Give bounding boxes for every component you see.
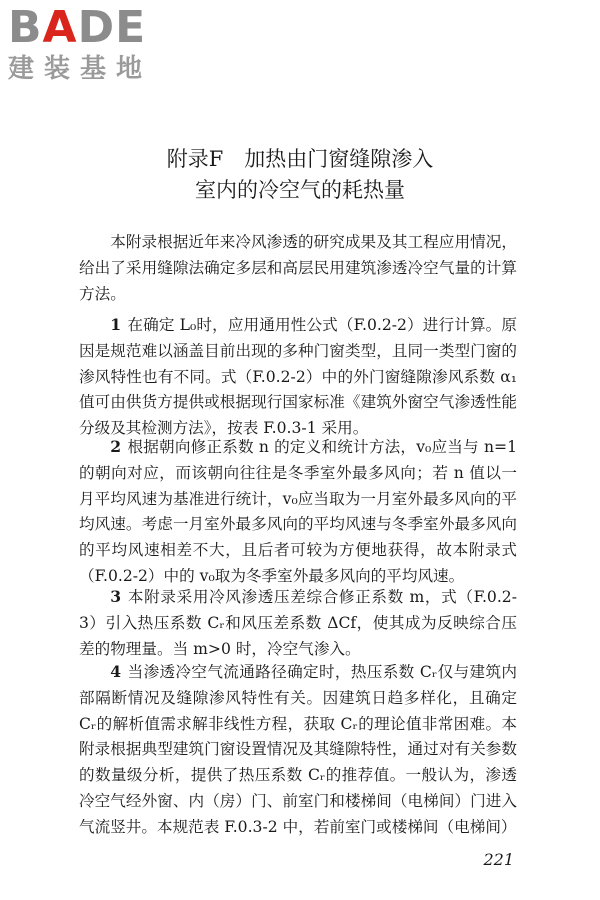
paragraph-text: 在确定 L₀时，应用通用性公式（F.0.2-2）进行计算。原因是规范难以涵盖目前出现的多种门窗类型，且同一类型门窗的渗风特性也有不同。式（F.0.2-2）中的外门窗缝隙渗风系数 α₁值可由供货方提供或根据现行国家标准《建筑外窗空气渗透性能分级及其检测方法》，按表 F.0.3-1 采用。 xyxy=(79,316,517,438)
paragraph-3 xyxy=(79,584,517,662)
page-number: 221 xyxy=(483,850,514,869)
paragraph-number: 4 xyxy=(110,662,122,681)
logo-wordmark: BADE xyxy=(8,2,147,53)
paragraph-number: 1 xyxy=(110,315,122,334)
paragraph-1 xyxy=(79,312,517,442)
intro-paragraph xyxy=(79,230,517,307)
logo-subtitle: 建装基地 xyxy=(8,54,153,84)
appendix-title-line2: 室内的冷空气的耗热量 xyxy=(195,178,405,202)
appendix-title-line1: 附录F 加热由门窗缝隙渗入 xyxy=(166,147,434,171)
logo xyxy=(8,2,178,84)
paragraph-4 xyxy=(79,659,517,841)
paragraph-number: 2 xyxy=(110,437,122,456)
paragraph-text: 本附录采用冷风渗透压差综合修正系数 m，式（F.0.2-3）引入热压系数 Cᵣ和风压差系数 ΔCf，使其成为反映综合压差的物理量。当 m>0 时，冷空气渗入。 xyxy=(79,588,517,658)
paragraph-text: 根据朝向修正系数 n 的定义和统计方法，v₀应当与 n=1 的朝向对应，而该朝向往往是冬季室外最多风向；若 n 值以一月平均风速为基准进行统计，v₀应当取为一月室外最多风向的平均风速。考虑一月室外最多风向的平均风速与冬季室外最多风向的平均风速相差不大，且后者可较为方便地获得，故本附录式（F.0.2-2）中的 v₀取为冬季室外最多风向的平均风速。 xyxy=(79,438,517,585)
paragraph-2 xyxy=(79,434,517,590)
paragraph-text: 当渗透冷空气流通路径确定时，热压系数 Cᵣ仅与建筑内部隔断情况及缝隙渗风特性有关。因建筑日趋多样化，且确定 Cᵣ的解析值需求解非线性方程，获取 Cᵣ的理论值非常困难。本附录根据典型建筑门窗设置情况及其缝隙特性，通过对有关参数的数量级分析，提供了热压系数 Cᵣ的推荐值。一般认为，渗透冷空气经外窗、内（房）门、前室门和楼梯间（电梯间）门进入气流竖井。本规范表 F.0.3-2 中，若前室门或楼梯间（电梯间） xyxy=(79,663,517,836)
paragraph-number: 3 xyxy=(110,587,122,606)
paragraph-text: 本附录根据近年来冷风渗透的研究成果及其工程应用情况，给出了采用缝隙法确定多层和高层民用建筑渗透冷空气量的计算方法。 xyxy=(79,233,517,303)
